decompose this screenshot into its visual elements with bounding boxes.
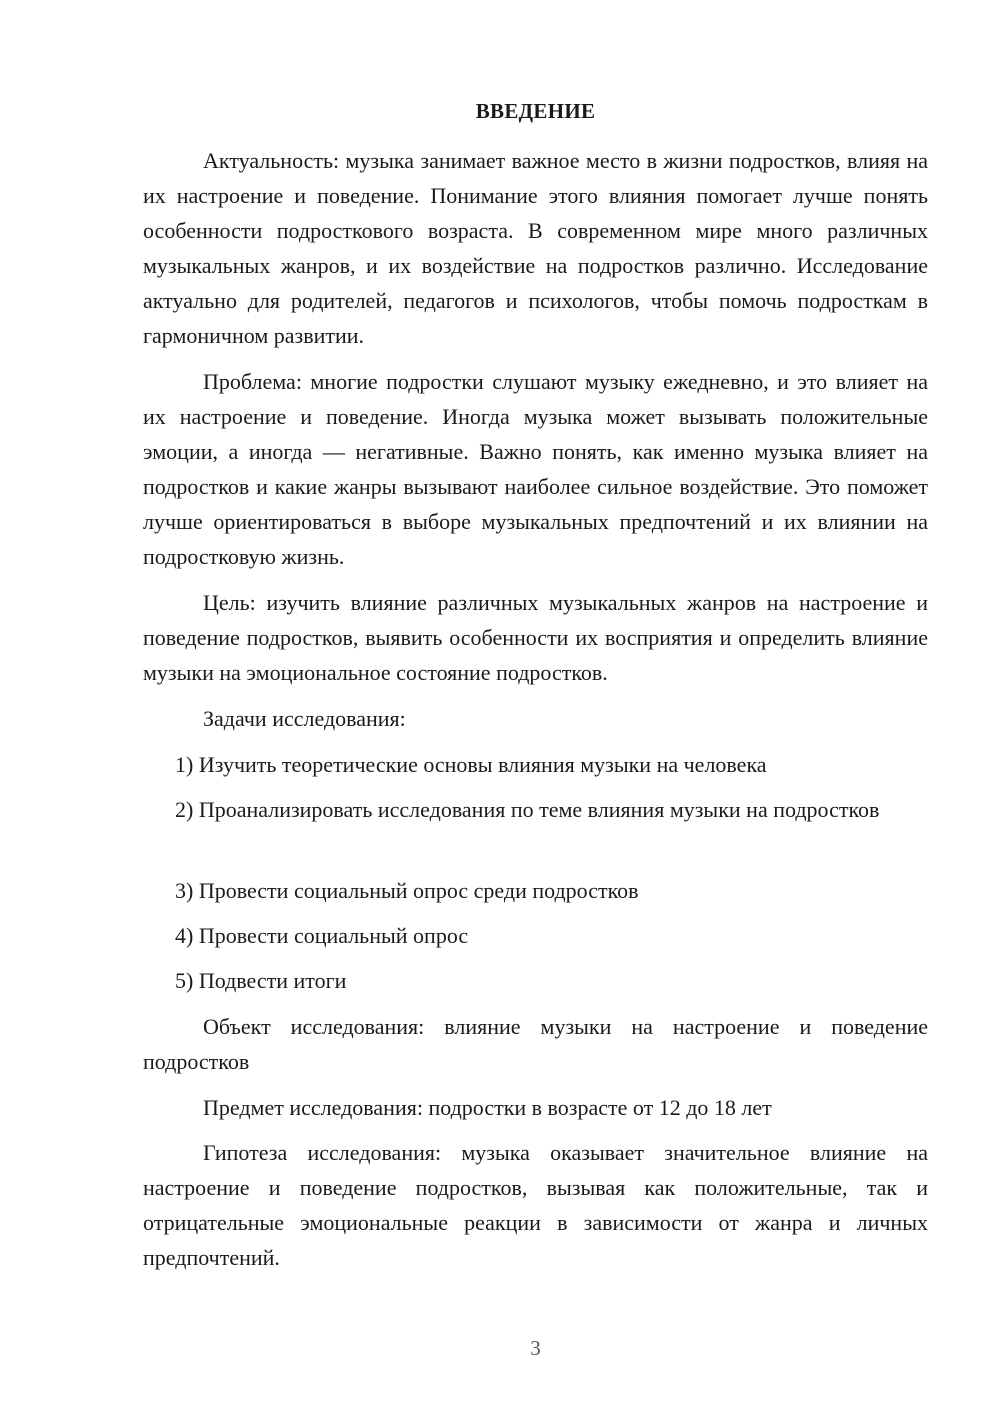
paragraph-relevance: Актуальность: музыка занимает важное место в жизни подростков, влияя на их настроение и поведение. Понимание этого влияния помогает лучше понять особенности подросткового возраста. В современном мире много различных музыкальных жанров, и их воздействие на подростков различно. Исследование актуально для родителей, педагогов и психологов, чтобы помочь подросткам в гармоничном развитии. [143, 148, 928, 348]
task-item-3: 3) Провести социальный опрос среди подростков [175, 878, 639, 903]
paragraph-goal: Цель: изучить влияние различных музыкальных жанров на настроение и поведение подростков, выявить особенности их восприятия и определить влияние музыки на эмоциональное состояние подростков. [143, 590, 928, 685]
task-item-1: 1) Изучить теоретические основы влияния музыки на человека [175, 752, 767, 777]
task-item-4: 4) Провести социальный опрос [175, 923, 469, 948]
tasks-heading: Задачи исследования: [203, 706, 406, 731]
paragraph-problem: Проблема: многие подростки слушают музыку ежедневно, и это влияет на их настроение и поведение. Иногда музыка может вызывать положительные эмоции, а иногда — негативные. Важно понять, как именно музыка влияет на подростков и какие жанры вызывают наиболее сильное воздействие. Это поможет лучше ориентироваться в выборе музыкальных предпочтений и их влиянии на подростковую жизнь. [143, 369, 928, 569]
task-item-5: 5) Подвести итоги [175, 968, 347, 993]
paragraph-hypothesis: Гипотеза исследования: музыка оказывает значительное влияние на настроение и поведение подростков, вызывая как положительные, так и отрицательные эмоциональные реакции в зависимости от жанра и личных предпочтений. [143, 1140, 928, 1270]
page-title: ВВЕДЕНИЕ [475, 99, 596, 123]
page-number: 3 [530, 1336, 541, 1360]
paragraph-subject: Предмет исследования: подростки в возрасте от 12 до 18 лет [203, 1095, 772, 1120]
task-item-2: 2) Проанализировать исследования по теме влияния музыки на подростков [175, 797, 880, 822]
paragraph-object: Объект исследования: влияние музыки на настроение и поведение подростков [143, 1014, 928, 1074]
